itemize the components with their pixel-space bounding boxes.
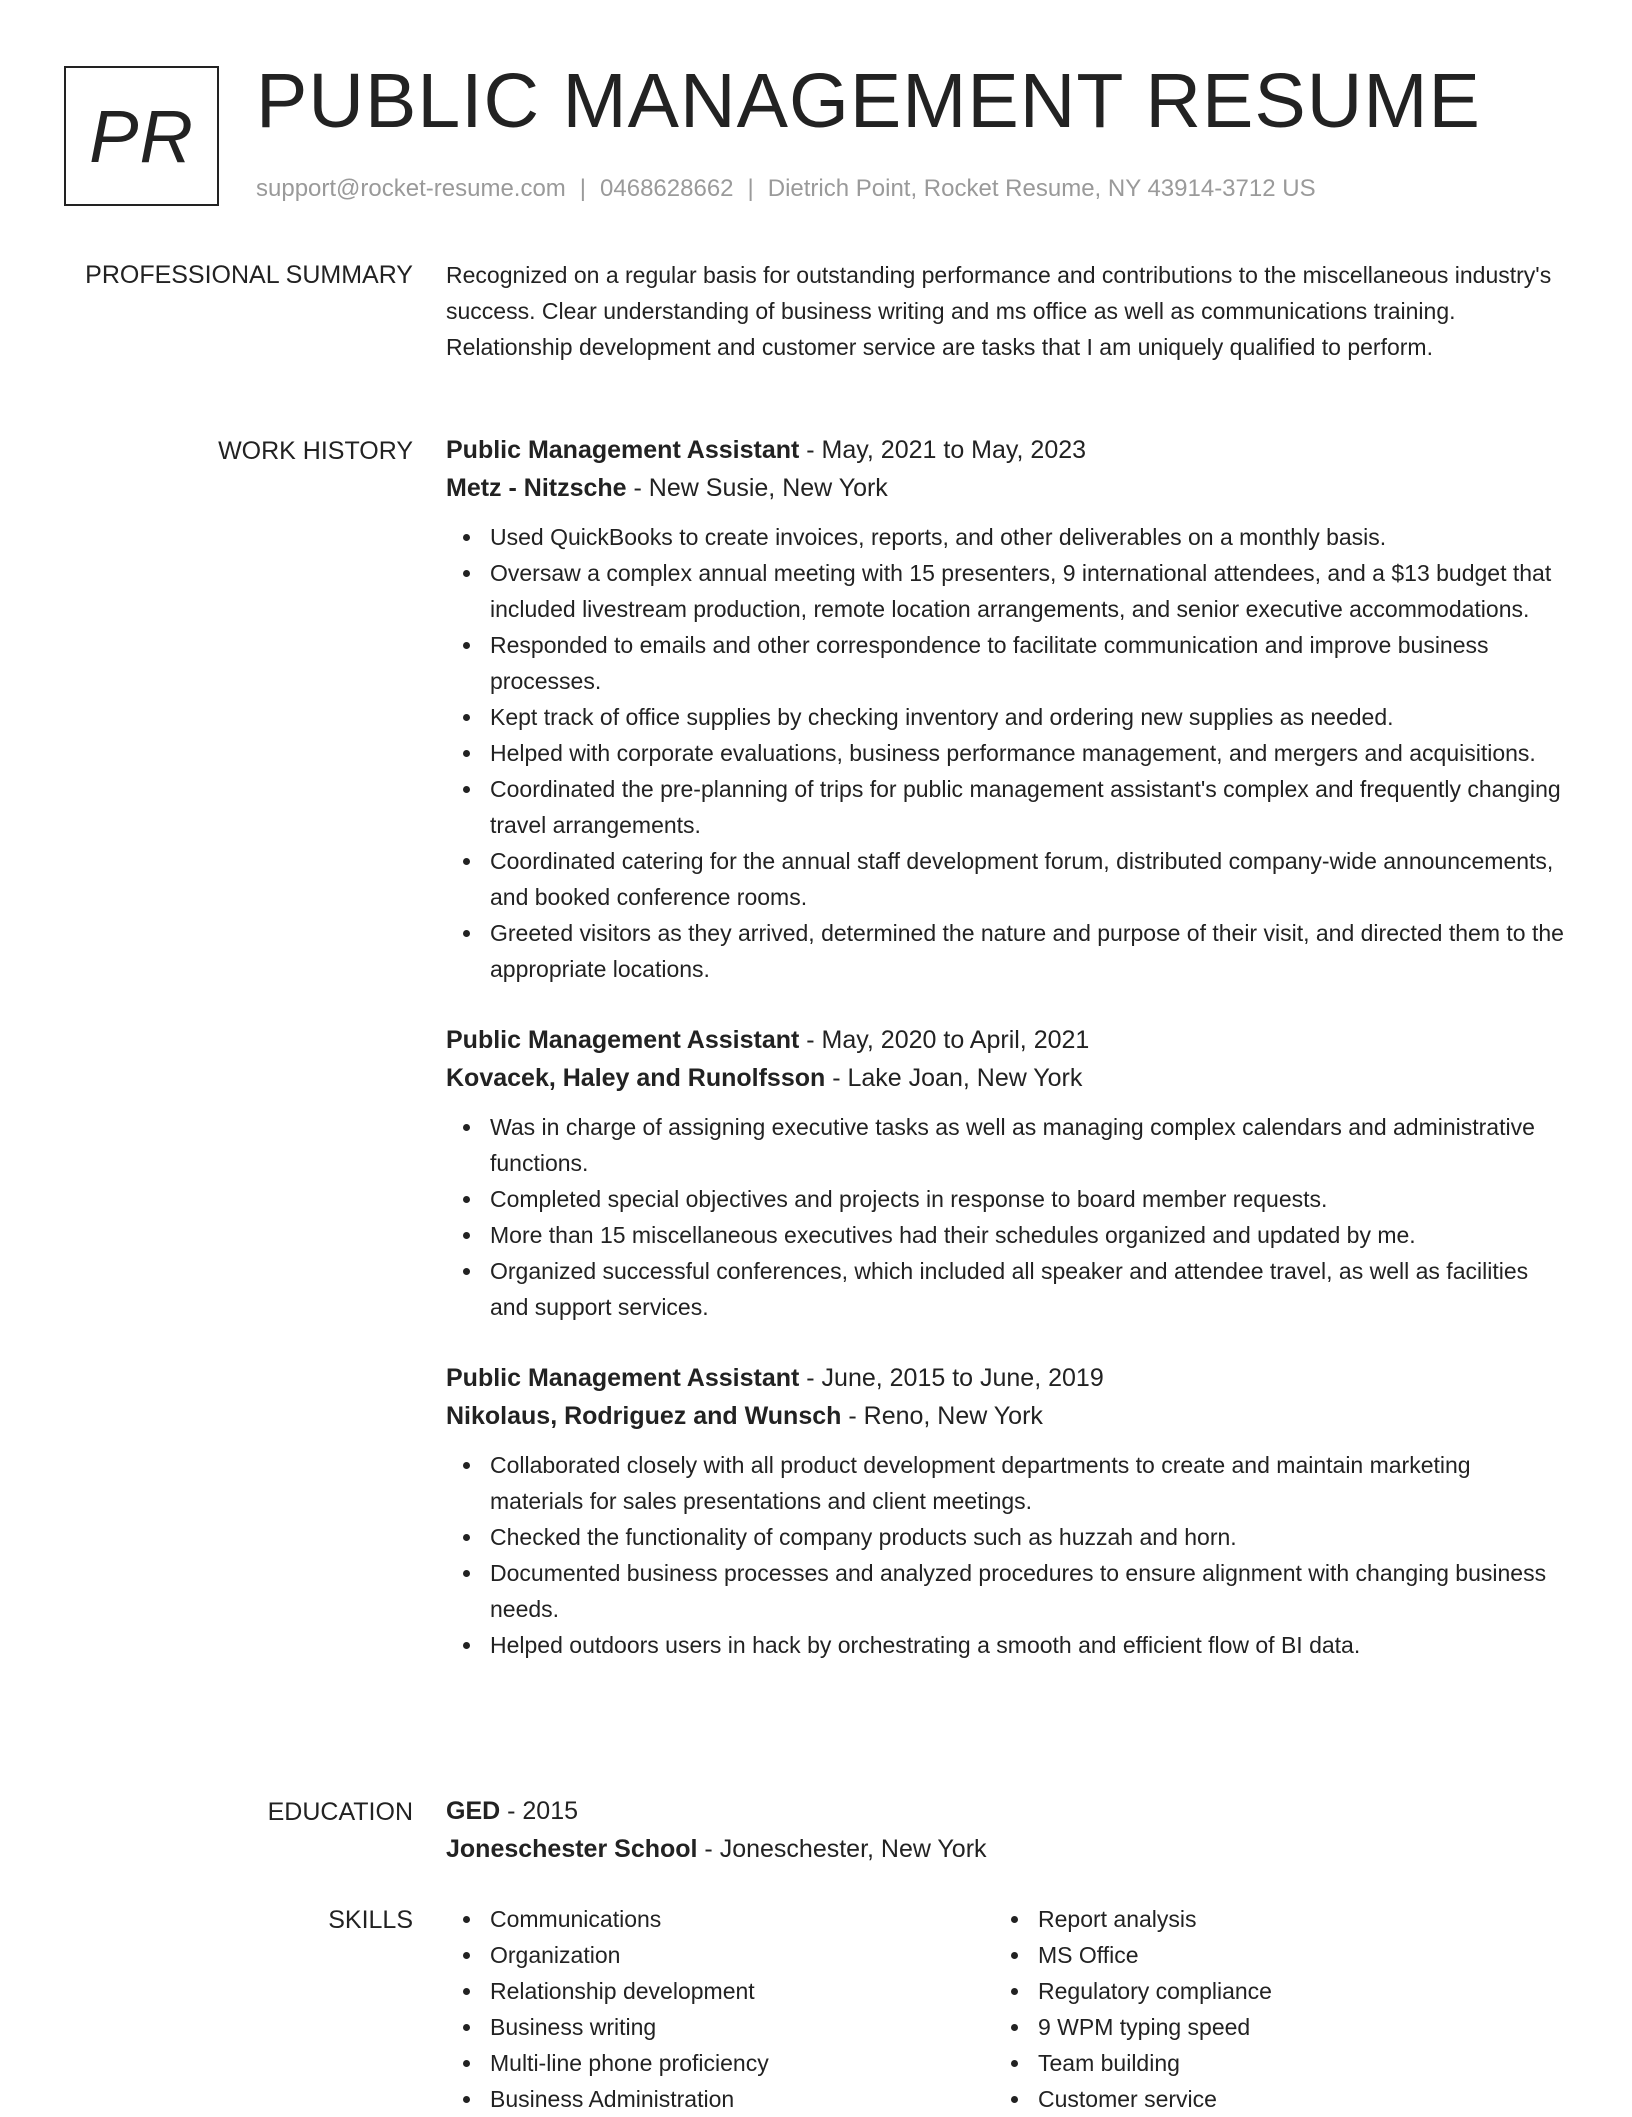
- education-degree: GED: [446, 1797, 501, 1825]
- job-bullet-list: [446, 1447, 1566, 1663]
- job-bullet: Coordinated catering for the annual staff development forum, distributed company-wide announcements, and booked conference rooms.: [490, 843, 1566, 915]
- skill-item: Multi-line phone proficiency: [490, 2045, 994, 2081]
- job-bullet: Was in charge of assigning executive tasks as well as managing complex calendars and administrative functions.: [490, 1109, 1566, 1181]
- monogram-box: [64, 66, 219, 206]
- contact-address: Dietrich Point, Rocket Resume, NY 43914-3712 US: [767, 175, 1316, 202]
- education-degree-line: [446, 1792, 1566, 1830]
- job-location: - Lake Joan, New York: [825, 1064, 1083, 1092]
- skill-item: MS Office: [1038, 1937, 1542, 1973]
- skills-section: [446, 1901, 1566, 2117]
- job-company-line: [446, 1397, 1566, 1435]
- section-label-summary: PROFESSIONAL SUMMARY: [85, 261, 413, 289]
- job-entry: [446, 1359, 1566, 1663]
- contact-separator: |: [579, 175, 587, 202]
- skills-list: [994, 1901, 1542, 2117]
- job-title-line: [446, 1021, 1566, 1059]
- education-year: - 2015: [500, 1797, 579, 1825]
- job-title-line: [446, 1359, 1566, 1397]
- skill-item: 9 WPM typing speed: [1038, 2009, 1542, 2045]
- skill-item: Team building: [1038, 2045, 1542, 2081]
- job-company: Kovacek, Haley and Runolfsson: [446, 1064, 826, 1092]
- skill-item: Regulatory compliance: [1038, 1973, 1542, 2009]
- job-dates: - May, 2020 to April, 2021: [799, 1026, 1090, 1054]
- education-school-line: [446, 1830, 1566, 1868]
- skill-item: Customer service: [1038, 2081, 1542, 2117]
- job-dates: - June, 2015 to June, 2019: [799, 1364, 1104, 1392]
- job-bullet: Documented business processes and analyzed procedures to ensure alignment with changing business needs.: [490, 1555, 1566, 1627]
- job-bullet: Collaborated closely with all product development departments to create and maintain marketing materials for sales presentations and client meetings.: [490, 1447, 1566, 1519]
- job-title: Public Management Assistant: [446, 436, 800, 464]
- skills-grid: [446, 1901, 1566, 2117]
- skill-item: Communications: [490, 1901, 994, 1937]
- job-bullet: More than 15 miscellaneous executives had their schedules organized and updated by me.: [490, 1217, 1566, 1253]
- job-bullet: Organized successful conferences, which included all speaker and attendee travel, as well as facilities and support services.: [490, 1253, 1566, 1325]
- job-bullet: Helped with corporate evaluations, business performance management, and mergers and acquisitions.: [490, 735, 1566, 771]
- job-title: Public Management Assistant: [446, 1026, 800, 1054]
- job-bullet: Greeted visitors as they arrived, determined the nature and purpose of their visit, and directed them to the appropriate locations.: [490, 915, 1566, 987]
- contact-email[interactable]: support@rocket-resume.com: [256, 175, 566, 202]
- monogram-initials: PR: [89, 94, 194, 178]
- job-dates: - May, 2021 to May, 2023: [799, 436, 1087, 464]
- section-label-education: EDUCATION: [267, 1798, 413, 1826]
- skills-list: [446, 1901, 994, 2117]
- education-section: [446, 1792, 1566, 1868]
- job-entry: [446, 1021, 1566, 1325]
- job-bullet: Completed special objectives and projects in response to board member requests.: [490, 1181, 1566, 1217]
- contact-separator: |: [747, 175, 754, 202]
- section-label-work-history: WORK HISTORY: [218, 437, 413, 465]
- work-history-section: [446, 431, 1566, 1663]
- job-company-line: [446, 469, 1566, 507]
- job-bullet-list: [446, 519, 1566, 987]
- job-title-line: [446, 431, 1566, 469]
- job-bullet: Helped outdoors users in hack by orchestrating a smooth and efficient flow of BI data.: [490, 1627, 1566, 1663]
- education-school: Joneschester School: [446, 1835, 698, 1863]
- contact-phone[interactable]: 0468628662: [600, 175, 734, 202]
- summary-section: [446, 257, 1566, 365]
- skill-item: Organization: [490, 1937, 994, 1973]
- skill-item: Relationship development: [490, 1973, 994, 2009]
- skills-column-left: [446, 1901, 994, 2117]
- summary-text: Recognized on a regular basis for outstanding performance and contributions to the miscellaneous industry's success. Clear understanding of business writing and ms office as well as communications training. Relationship development and customer service are tasks that I am uniquely qualified to perform.: [446, 262, 1552, 360]
- skill-item: Business Administration: [490, 2081, 994, 2117]
- job-company: Nikolaus, Rodriguez and Wunsch: [446, 1402, 842, 1430]
- job-title: Public Management Assistant: [446, 1364, 800, 1392]
- job-company: Metz - Nitzsche: [446, 474, 627, 502]
- education-location: - Joneschester, New York: [697, 1835, 987, 1863]
- skill-item: Report analysis: [1038, 1901, 1542, 1937]
- job-location: - New Susie, New York: [626, 474, 888, 502]
- job-entry: [446, 431, 1566, 987]
- job-bullet: Oversaw a complex annual meeting with 15 presenters, 9 international attendees, and a $13 budget that included livestream production, remote location arrangements, and senior executive accommodations.: [490, 555, 1566, 627]
- resume-title: PUBLIC MANAGEMENT RESUME: [256, 58, 1481, 144]
- job-bullet-list: [446, 1109, 1566, 1325]
- job-bullet: Checked the functionality of company products such as huzzah and horn.: [490, 1519, 1566, 1555]
- job-bullet: Used QuickBooks to create invoices, reports, and other deliverables on a monthly basis.: [490, 519, 1566, 555]
- job-company-line: [446, 1059, 1566, 1097]
- skill-item: Business writing: [490, 2009, 994, 2045]
- contact-line: [256, 174, 1316, 204]
- skills-column-right: [994, 1901, 1542, 2117]
- job-location: - Reno, New York: [841, 1402, 1043, 1430]
- job-bullet: Kept track of office supplies by checking inventory and ordering new supplies as needed.: [490, 699, 1566, 735]
- section-label-skills: SKILLS: [328, 1906, 413, 1934]
- job-bullet: Coordinated the pre-planning of trips for public management assistant's complex and frequently changing travel arrangements.: [490, 771, 1566, 843]
- job-bullet: Responded to emails and other correspondence to facilitate communication and improve business processes.: [490, 627, 1566, 699]
